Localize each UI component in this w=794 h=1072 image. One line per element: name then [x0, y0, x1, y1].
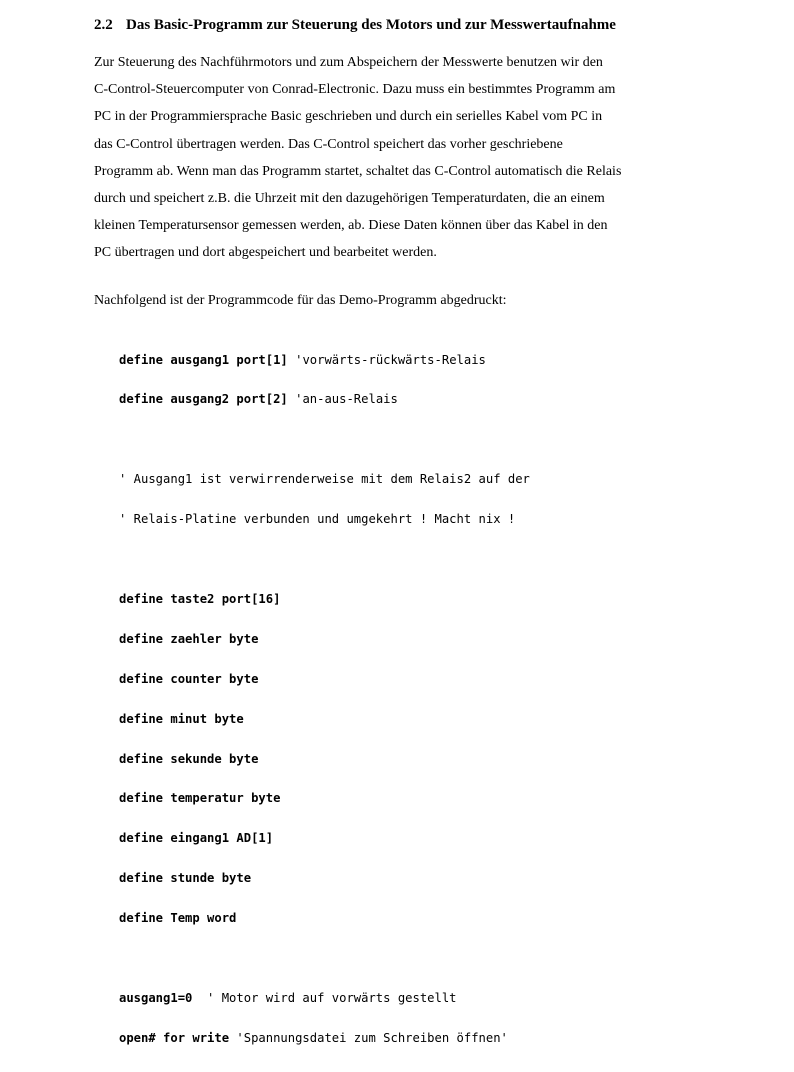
- intro-line: das C-Control übertragen werden. Das C-Control speichert das vorher geschriebene: [94, 136, 563, 152]
- section-number: 2.2: [94, 17, 113, 33]
- code-line: [119, 354, 530, 367]
- section-title: Das Basic-Programm zur Steuerung des Motors und zur Messwertaufnahme: [126, 17, 616, 33]
- code-statement: define ausgang1 port[1]: [119, 352, 288, 367]
- intro-line: kleinen Temperatursensor gemessen werden, ab. Diese Daten können über das Kabel in den: [94, 218, 608, 234]
- code-line: define stunde byte: [119, 871, 252, 886]
- code-line: define taste2 port[16]: [119, 591, 281, 606]
- code-line: define eingang1 AD[1]: [119, 831, 274, 846]
- lead-line: Nachfolgend ist der Programmcode für das Demo-Programm abgedruckt:: [94, 293, 507, 308]
- code-comment: 'an-aus-Relais: [287, 392, 398, 407]
- code-comment: 'Spannungsdatei zum Schreiben öffnen': [229, 1030, 508, 1045]
- code-line: define counter byte: [119, 671, 259, 686]
- code-statement: ausgang1=0: [119, 990, 193, 1005]
- code-blank-line: [119, 433, 530, 446]
- code-line: define sekunde byte: [119, 751, 259, 766]
- code-line: define minut byte: [119, 711, 244, 726]
- code-comment: ' Motor wird auf vorwärts gestellt: [192, 990, 457, 1005]
- code-line: define Temp word: [119, 911, 237, 926]
- code-comment: 'vorwärts-rückwärts-Relais: [287, 352, 486, 367]
- intro-line: PC in der Programmiersprache Basic geschrieben und durch ein serielles Kabel vom PC in: [94, 109, 603, 125]
- intro-line: C-Control-Steuercomputer von Conrad-Electronic. Dazu muss ein bestimmtes Programm am: [94, 82, 616, 98]
- code-line: define zaehler byte: [119, 631, 259, 646]
- code-line: [119, 992, 530, 1005]
- code-listing: [119, 327, 530, 1072]
- intro-line: Programm ab. Wenn man das Programm startet, schaltet das C-Control automatisch die Relais: [94, 163, 622, 179]
- intro-paragraph: [94, 49, 621, 267]
- code-statement: open# for write: [119, 1030, 230, 1045]
- code-blank-line: [119, 952, 530, 965]
- code-line: [119, 393, 530, 406]
- code-blank-line: [119, 553, 530, 566]
- section-heading: [94, 15, 616, 35]
- code-comment-line: ' Relais-Platine verbunden und umgekehrt ! Macht nix !: [119, 512, 516, 527]
- code-line: [119, 1032, 530, 1045]
- lead-paragraph: [94, 287, 507, 314]
- code-line: define temperatur byte: [119, 791, 281, 806]
- intro-line: durch und speichert z.B. die Uhrzeit mit den dazugehörigen Temperaturdaten, die an einem: [94, 190, 605, 206]
- intro-line: Zur Steuerung des Nachführmotors und zum Abspeichern der Messwerte benutzen wir den: [94, 55, 603, 70]
- code-statement: define ausgang2 port[2]: [119, 392, 288, 407]
- code-comment-line: ' Ausgang1 ist verwirrenderweise mit dem Relais2 auf der: [119, 472, 530, 487]
- intro-line: PC übertragen und dort abgespeichert und bearbeitet werden.: [94, 245, 437, 261]
